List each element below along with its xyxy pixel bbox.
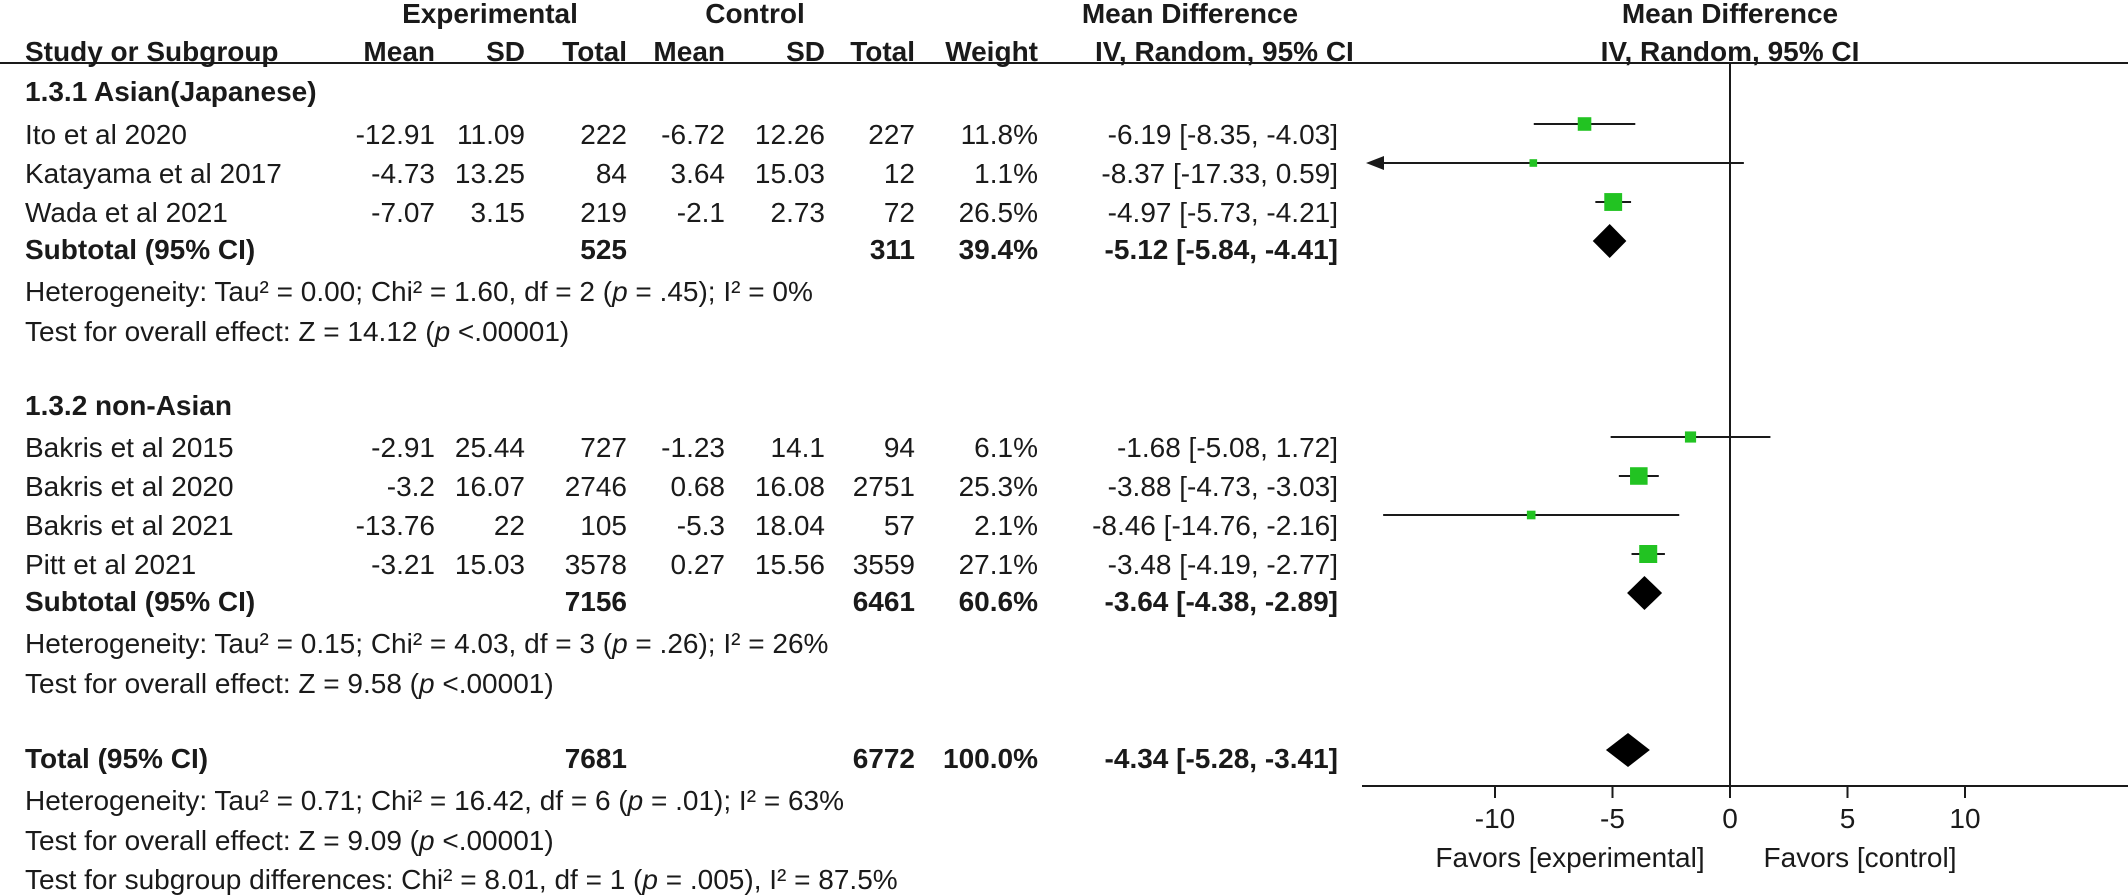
- exp-mean-cell: -3.21: [371, 549, 435, 580]
- exp-sd-cell: 11.09: [457, 119, 525, 150]
- favors-control-label: Favors [control]: [1763, 842, 1957, 873]
- heterogeneity-text: Heterogeneity: Tau² = 0.00; Chi² = 1.60, df = 2 (p = .45); I² = 0%: [25, 276, 813, 307]
- exp-mean-cell: -12.91: [355, 119, 435, 150]
- exp-mean-cell: -13.76: [355, 510, 435, 541]
- x-axis-tick-label: -5: [1600, 803, 1625, 834]
- exp-total-cell: 525: [580, 234, 627, 265]
- ctl-total-cell: 72: [883, 197, 915, 228]
- exp-sd-cell: 13.25: [454, 158, 525, 189]
- overall-effect-text: Test for overall effect: Z = 9.58 (p <.00001): [25, 668, 554, 699]
- x-axis-tick-label: 0: [1722, 803, 1738, 834]
- total-label: Total (95% CI): [25, 743, 209, 774]
- exp-total-cell: 7156: [564, 586, 627, 617]
- exp-mean-cell: -4.73: [371, 158, 435, 189]
- ci-cell: -4.34 [-5.28, -3.41]: [1104, 743, 1338, 774]
- ctl-total-cell: 6772: [852, 743, 915, 774]
- overall-effect-text: Test for overall effect: Z = 14.12 (p <.00001): [25, 316, 570, 347]
- ctl-mean-cell: -1.23: [661, 432, 725, 463]
- heterogeneity-text: Heterogeneity: Tau² = 0.15; Chi² = 4.03, df = 3 (p = .26); I² = 26%: [25, 628, 829, 659]
- ctl-total-cell: 94: [883, 432, 915, 463]
- weight-cell: 2.1%: [974, 510, 1038, 541]
- pooled-effect-diamond: [1593, 224, 1627, 258]
- ctl-total-cell: 3559: [852, 549, 915, 580]
- ctl-mean-header: Mean: [653, 36, 725, 67]
- exp-total-cell: 727: [580, 432, 627, 463]
- exp-total-header: Total: [562, 36, 627, 67]
- subgroup-title: 1.3.2 non-Asian: [25, 390, 232, 421]
- ci-cell: -6.19 [-8.35, -4.03]: [1107, 119, 1338, 150]
- ctl-total-cell: 12: [883, 158, 915, 189]
- ctl-sd-header: SD: [786, 36, 825, 67]
- exp-total-cell: 7681: [564, 743, 627, 774]
- weight-cell: 6.1%: [974, 432, 1038, 463]
- ctl-sd-cell: 14.1: [770, 432, 825, 463]
- heterogeneity-text: Heterogeneity: Tau² = 0.71; Chi² = 16.42, df = 6 (p = .01); I² = 63%: [25, 785, 844, 816]
- study-name: Katayama et al 2017: [25, 158, 282, 189]
- ctl-mean-cell: 0.27: [670, 549, 725, 580]
- weight-cell: 100.0%: [943, 743, 1038, 774]
- pooled-effect-diamond: [1627, 576, 1662, 610]
- ci-cell: -3.64 [-4.38, -2.89]: [1104, 586, 1338, 617]
- control-group-header: Control: [705, 0, 805, 29]
- study-effect-marker: [1685, 431, 1696, 442]
- ctl-total-cell: 227: [868, 119, 915, 150]
- weight-cell: 39.4%: [958, 234, 1038, 265]
- method-table-header: IV, Random, 95% CI: [1095, 36, 1354, 67]
- ctl-total-cell: 311: [869, 234, 915, 265]
- ctl-mean-cell: -5.3: [676, 510, 725, 541]
- ctl-sd-cell: 18.04: [754, 510, 825, 541]
- ci-cell: -1.68 [-5.08, 1.72]: [1116, 432, 1338, 463]
- exp-sd-cell: 16.07: [454, 471, 525, 502]
- ctl-sd-cell: 2.73: [770, 197, 825, 228]
- ci-cell: -3.48 [-4.19, -2.77]: [1107, 549, 1338, 580]
- subgroup-title: 1.3.1 Asian(Japanese): [25, 76, 317, 107]
- ctl-mean-cell: 0.68: [670, 471, 725, 502]
- exp-total-cell: 219: [580, 197, 627, 228]
- ctl-total-cell: 57: [883, 510, 915, 541]
- ctl-sd-cell: 12.26: [754, 119, 825, 150]
- exp-mean-header: Mean: [363, 36, 435, 67]
- mean-difference-plot-header: Mean Difference: [1621, 0, 1839, 29]
- weight-cell: 26.5%: [958, 197, 1038, 228]
- weight-header: Weight: [945, 36, 1038, 67]
- weight-cell: 1.1%: [974, 158, 1038, 189]
- subtotal-label: Subtotal (95% CI): [25, 234, 256, 265]
- exp-mean-cell: -2.91: [371, 432, 435, 463]
- exp-sd-cell: 3.15: [470, 197, 525, 228]
- study-name: Pitt et al 2021: [25, 549, 197, 580]
- ctl-total-cell: 6461: [852, 586, 915, 617]
- ctl-sd-cell: 15.03: [754, 158, 825, 189]
- overall-effect-text: Test for overall effect: Z = 9.09 (p <.00001): [25, 825, 554, 856]
- ctl-sd-cell: 15.56: [754, 549, 825, 580]
- study-effect-marker: [1578, 117, 1592, 131]
- subgroup-differences-text: Test for subgroup differences: Chi² = 8.01, df = 1 (p = .005), I² = 87.5%: [25, 864, 898, 895]
- ctl-sd-cell: 16.08: [754, 471, 825, 502]
- exp-mean-cell: -3.2: [386, 471, 435, 502]
- ci-cell: -4.97 [-5.73, -4.21]: [1107, 197, 1338, 228]
- ci-cell: -8.46 [-14.76, -2.16]: [1092, 510, 1338, 541]
- ci-cell: -5.12 [-5.84, -4.41]: [1104, 234, 1338, 265]
- experimental-group-header: Experimental: [402, 0, 578, 29]
- exp-sd-cell: 15.03: [454, 549, 525, 580]
- ci-cell: -3.88 [-4.73, -3.03]: [1107, 471, 1338, 502]
- exp-total-cell: 105: [580, 510, 627, 541]
- weight-cell: 60.6%: [958, 586, 1038, 617]
- study-name: Bakris et al 2015: [25, 432, 234, 463]
- ctl-mean-cell: -6.72: [661, 119, 725, 150]
- study-effect-marker: [1639, 545, 1657, 563]
- exp-mean-cell: -7.07: [371, 197, 435, 228]
- x-axis-tick-label: -10: [1474, 803, 1516, 834]
- study-name: Bakris et al 2020: [25, 471, 234, 502]
- x-axis-tick-label: 10: [1949, 803, 1981, 834]
- favors-experimental-label: Favors [experimental]: [1435, 842, 1705, 873]
- ctl-total-cell: 2751: [852, 471, 915, 502]
- ctl-total-header: Total: [850, 36, 915, 67]
- weight-cell: 11.8%: [960, 119, 1038, 150]
- weight-cell: 25.3%: [958, 471, 1038, 502]
- study-effect-marker: [1529, 159, 1537, 167]
- x-axis-tick-label: 5: [1839, 803, 1856, 834]
- exp-total-cell: 222: [580, 119, 627, 150]
- study-name: Bakris et al 2021: [25, 510, 234, 541]
- study-name: Wada et al 2021: [25, 197, 228, 228]
- exp-total-cell: 3578: [564, 549, 627, 580]
- subtotal-label: Subtotal (95% CI): [25, 586, 256, 617]
- mean-difference-table-header: Mean Difference: [1081, 0, 1299, 29]
- study-name: Ito et al 2020: [25, 119, 187, 150]
- exp-total-cell: 84: [595, 158, 627, 189]
- exp-sd-cell: 25.44: [454, 432, 525, 463]
- exp-sd-cell: 22: [493, 510, 525, 541]
- study-or-subgroup-header: Study or Subgroup: [25, 36, 279, 67]
- pooled-effect-diamond: [1606, 733, 1650, 767]
- ctl-mean-cell: -2.1: [676, 197, 725, 228]
- study-effect-marker: [1604, 193, 1622, 211]
- ci-arrow-left: [1366, 156, 1384, 170]
- exp-sd-header: SD: [486, 36, 525, 67]
- method-plot-header: IV, Random, 95% CI: [1600, 36, 1860, 67]
- ci-cell: -8.37 [-17.33, 0.59]: [1101, 158, 1338, 189]
- ctl-mean-cell: 3.64: [670, 158, 725, 189]
- weight-cell: 27.1%: [958, 549, 1038, 580]
- exp-total-cell: 2746: [564, 471, 627, 502]
- study-effect-marker: [1527, 511, 1536, 520]
- study-effect-marker: [1630, 467, 1648, 485]
